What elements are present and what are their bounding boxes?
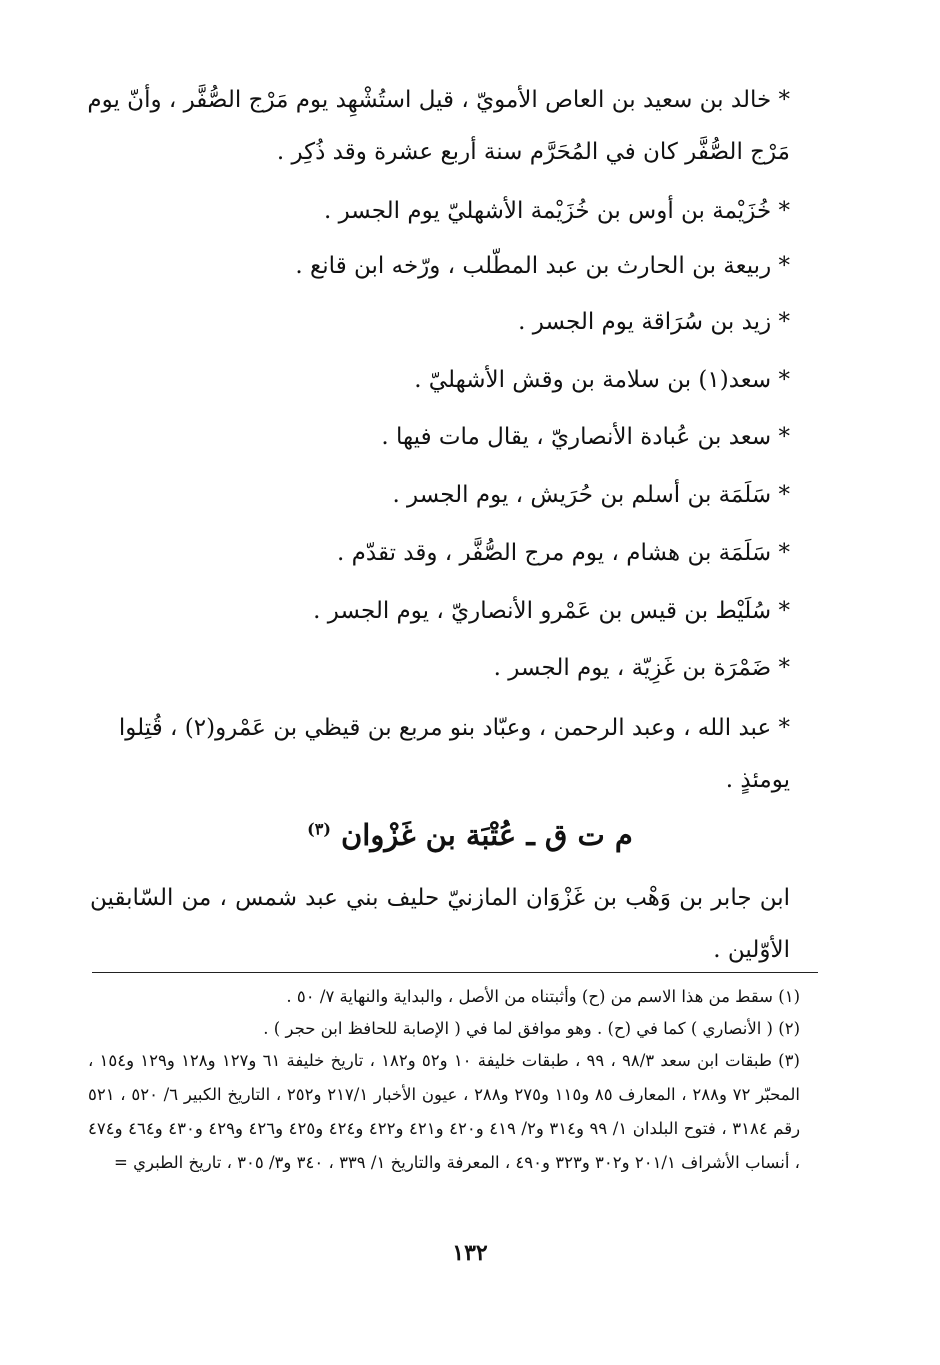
entry-sulayt: * سُلَيْط بن قيس بن عَمْرو الأنصاريّ ، يوم الجسر . bbox=[313, 598, 790, 624]
entry-salama-aslam: * سَلَمَة بن أسلم بن حُرَيش ، يوم الجسر . bbox=[392, 482, 790, 508]
entry-khalid: * خالد بن سعيد بن العاص الأمويّ ، قيل استُشْهِد يوم مَرْج الصُّفَّر ، وأنّ يوم مَرْج الصُّفَّر كان في المُحَرَّم سنة أربع عشرة وقد ذُكِر . bbox=[87, 87, 790, 165]
section-heading bbox=[80, 818, 860, 852]
entry-saad-salama: * سعد(١) بن سلامة بن وقش الأشهليّ . bbox=[414, 367, 790, 393]
heading-footnote-ref: (٣) bbox=[307, 819, 331, 839]
footnote-1: (١) سقط من هذا الاسم من (ح) وأثبتناه من الأصل ، والبداية والنهاية ٧/ ٥٠ . bbox=[286, 987, 800, 1006]
entry-salama-hisham: * سَلَمَة بن هشام ، يوم مرج الصُّفَّر ، وقد تقدّم . bbox=[337, 540, 790, 566]
entry-khuzayma: * خُزَيْمة بن أوس بن خُزَيْمة الأشهليّ يوم الجسر . bbox=[323, 198, 790, 224]
entry-saad-ubada: * سعد بن عُبادة الأنصاريّ ، يقال مات فيها . bbox=[381, 424, 790, 450]
heading-text: م ت ق ـ عُتْبَة بن غَزْوان bbox=[341, 818, 633, 852]
footnote-2: (٢) ( الأنصاري ) كما في (ح) . وهو موافق لما في ( الإصابة للحافظ ابن حجر ) . bbox=[263, 1019, 800, 1038]
page-number: ١٣٢ bbox=[452, 1240, 488, 1266]
entry-zayd: * زيد بن سُرَاقة يوم الجسر . bbox=[518, 309, 790, 335]
entry-abdullah: * عبد الله ، وعبد الرحمن ، وعبّاد بنو مربع بن قيظي بن عَمْرو(٢) ، قُتِلوا يومئذٍ . bbox=[118, 715, 790, 793]
footnote-divider bbox=[92, 972, 818, 973]
biography-paragraph: ابن جابر بن وَهْب بن غَزْوَان المازنيّ حليف بني عبد شمس ، من السّابقين الأوّلين . bbox=[90, 885, 790, 963]
entry-rabia: * ربيعة بن الحارث بن عبد المطّلب ، ورّخه ابن قانع . bbox=[295, 253, 790, 279]
entry-damra: * ضَمْرَة بن غَزِيّة ، يوم الجسر . bbox=[493, 655, 790, 681]
footnote-3: (٣) طبقات ابن سعد ٩٨/٣ ، ٩٩ ، طبقات خليفة ١٠ و٥٢ و١٨٢ ، تاريخ خليفة ٦١ و١٢٧ و١٢٨ و١٢٩ و١٥٤ ، المحبّر ٧٢ و٢٨٨ ، المعارف ٨٥ و١١٥ و٢٧٥ و٢٨٨ ، عيون الأخبار ٢١٧/١ و٢٥٢ ، التاريخ الكبير ٦/ ٥٢٠ ، ٥٢١ رقم ٣١٨٤ ، فتوح البلدان ١/ ٩٩ و٣١٤ و٢/ ٤١٩ و٤٢٠ و٤٢١ و٤٢٢ و٤٢٤ و٤٢٥ و٤٢٦ و٤٢٩ و٤٣٠ و٤٦٤ و٤٧٤ ، أنساب الأشراف ٢٠١/١ و٣٠٢ و٣٢٣ و٤٩٠ ، المعرفة والتاريخ ١/ ٣٣٩ ، ٣٤٠ و٣/ ٣٠٥ ، تاريخ الطبري = bbox=[88, 1051, 801, 1172]
